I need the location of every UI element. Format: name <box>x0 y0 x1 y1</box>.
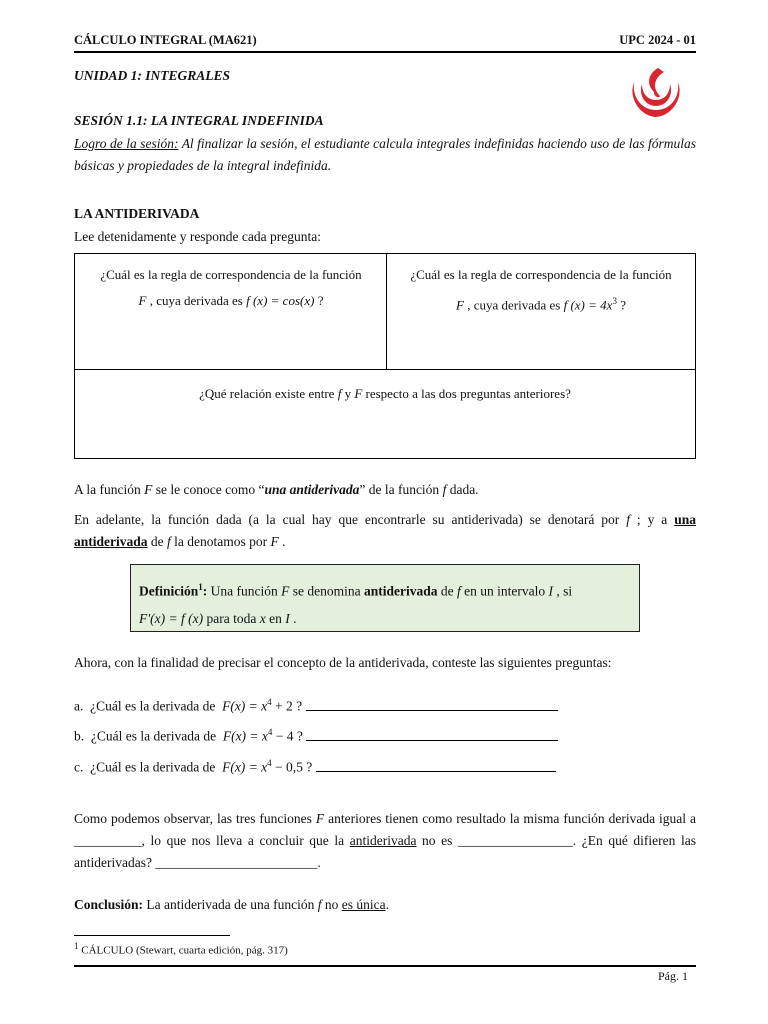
p2-e: la denotamos por <box>170 534 271 549</box>
term-label: UPC 2024 - 01 <box>619 33 696 47</box>
session-title: SESIÓN 1.1: LA INTEGRAL INDEFINIDA <box>74 113 324 128</box>
paragraph-antiderivative-intro <box>74 482 696 498</box>
definition-label: Definición <box>139 583 199 599</box>
session-goal <box>74 133 696 177</box>
page-header <box>74 33 696 48</box>
p1-a: A la función <box>74 482 145 497</box>
question-formula: F(x) = x <box>222 698 268 714</box>
question-b <box>74 727 558 745</box>
def-g: para toda <box>203 610 260 626</box>
definition-box <box>130 564 640 632</box>
q2-formula: f (x) = 4x <box>563 297 613 313</box>
def-e: , si <box>552 583 573 599</box>
question-text: ¿Cuál es la derivada de <box>90 698 219 714</box>
conclusion-term: es única <box>341 897 386 912</box>
q1-end: ? <box>314 293 324 308</box>
q3-f: f <box>337 386 342 401</box>
conclusion <box>74 897 696 913</box>
p1-f: f <box>442 482 447 497</box>
def-b: se denomina <box>289 583 364 599</box>
paragraph-observation <box>74 808 696 874</box>
conclusion-f: f <box>317 897 322 912</box>
definition-footnote-ref: 1 <box>198 582 203 592</box>
p2-f2: f <box>167 534 171 549</box>
conclusion-d: . <box>385 897 389 912</box>
p2-F: F <box>270 534 279 549</box>
p2-a: En adelante, la función dada (a la cual hay que encontrarle su antiderivada) se denotará por <box>74 512 627 527</box>
question-letter: b. <box>74 728 85 744</box>
goal-text: Al finalizar la sesión, el estudiante calcula integrales indefinidas haciendo uso de las fórmulas básicas y propiedades de la integral indefinida. <box>74 136 697 173</box>
def-h: en <box>265 610 286 626</box>
q2-line1: ¿Cuál es la regla de correspondencia de la función <box>410 267 672 282</box>
table-divider-horizontal <box>75 369 695 370</box>
p1-term: una antiderivada <box>264 482 360 497</box>
q3-F: F <box>354 386 363 401</box>
table-question-1 <box>79 262 383 314</box>
document-page <box>74 0 696 1024</box>
conclusion-a: La antiderivada de una función <box>143 897 318 912</box>
p1-d: ” de la función <box>359 482 443 497</box>
question-a <box>74 697 558 715</box>
goal-label: Logro de la sesión: <box>74 136 179 151</box>
q2-F: F <box>456 297 464 313</box>
def-term: antiderivada <box>363 583 438 599</box>
q2-exponent: 3 <box>612 296 617 306</box>
table-divider-vertical <box>386 254 387 369</box>
p4-b: anteriores tienen como resultado la misma función derivada igual a __________, lo que nos lleva a concluir que la <box>74 811 696 848</box>
p1-b: se le conoce como “ <box>152 482 265 497</box>
paragraph-notation <box>74 509 696 553</box>
question-formula: F(x) = x <box>222 728 268 744</box>
p2-f: f <box>626 512 630 527</box>
questions-table <box>74 253 696 459</box>
table-question-2 <box>390 262 692 318</box>
q3-text-c: respecto a las dos preguntas anteriores? <box>362 386 571 401</box>
page-number: Pág. 1 <box>658 969 688 983</box>
conclusion-label: Conclusión: <box>74 897 144 912</box>
q1-formula: f (x) = cos(x) <box>246 293 315 308</box>
p4-d: no es _________________. ¿En qué difieren las antiderivadas? ________________________. <box>74 833 696 870</box>
def-I: I <box>548 583 553 599</box>
q3-text-b: y <box>341 386 355 401</box>
section-title: LA ANTIDERIVADA <box>74 206 200 221</box>
q1-text: , cuya derivada es <box>146 293 247 308</box>
question-exponent: 4 <box>267 758 272 768</box>
question-rest: − 0,5 ? <box>271 759 313 775</box>
def-formula: F'(x) = f (x) <box>139 610 204 626</box>
question-letter: c. <box>74 759 84 775</box>
answer-blank[interactable] <box>316 759 556 772</box>
instruction-text: Lee detenidamente y responde cada pregunta: <box>74 229 322 244</box>
question-text: ¿Cuál es la derivada de <box>90 728 220 744</box>
q2-end: ? <box>616 297 626 313</box>
p4-a: Como podemos observar, las tres funciones <box>74 811 316 826</box>
p4-F: F <box>315 811 325 826</box>
def-x: x <box>259 610 266 626</box>
table-question-3 <box>75 381 695 407</box>
p2-b: ; y a <box>629 512 675 527</box>
question-text: ¿Cuál es la derivada de <box>90 759 219 775</box>
footnote <box>74 941 288 957</box>
p1-e: dada. <box>446 482 479 497</box>
course-title: CÁLCULO INTEGRAL (MA621) <box>74 33 257 47</box>
conclusion-b: no <box>321 897 342 912</box>
answer-blank[interactable] <box>306 728 558 741</box>
question-letter: a. <box>74 698 84 714</box>
question-formula: F(x) = x <box>222 759 268 775</box>
def-c: de <box>437 583 457 599</box>
footnote-rule <box>74 935 230 936</box>
q1-line1: ¿Cuál es la regla de correspondencia de la función <box>100 267 362 282</box>
answer-blank[interactable] <box>306 698 558 711</box>
definition-text <box>139 574 633 632</box>
paragraph-questions-intro: Ahora, con la finalidad de precisar el concepto de la antiderivada, conteste las siguientes preguntas: <box>74 655 612 670</box>
question-rest: − 4 ? <box>272 728 303 744</box>
def-I2: I <box>285 610 290 626</box>
def-f: f <box>456 583 461 599</box>
p2-g: . <box>278 534 286 549</box>
p1-F: F <box>144 482 153 497</box>
q1-F: F <box>138 293 147 308</box>
question-exponent: 4 <box>267 697 272 707</box>
def-i: . <box>289 610 297 626</box>
q3-text-a: ¿Qué relación existe entre <box>199 386 338 401</box>
q2-text: , cuya derivada es <box>463 297 564 313</box>
def-F: F <box>281 583 290 599</box>
header-rule <box>74 51 696 53</box>
p4-term: antiderivada <box>349 833 417 848</box>
footnote-number: 1 <box>74 941 79 951</box>
def-a: Una función <box>207 583 282 599</box>
footnote-text: CÁLCULO (Stewart, cuarta edición, pág. 317) <box>78 944 288 957</box>
unit-title: UNIDAD 1: INTEGRALES <box>74 68 231 83</box>
p2-term: una antiderivada <box>74 512 696 549</box>
question-exponent: 4 <box>267 727 273 737</box>
definition-colon: : <box>202 583 208 599</box>
def-d: en un intervalo <box>460 583 549 599</box>
footer-rule <box>74 965 696 967</box>
p2-d: de <box>147 534 168 549</box>
question-c <box>74 758 556 776</box>
question-rest: + 2 ? <box>271 698 303 714</box>
